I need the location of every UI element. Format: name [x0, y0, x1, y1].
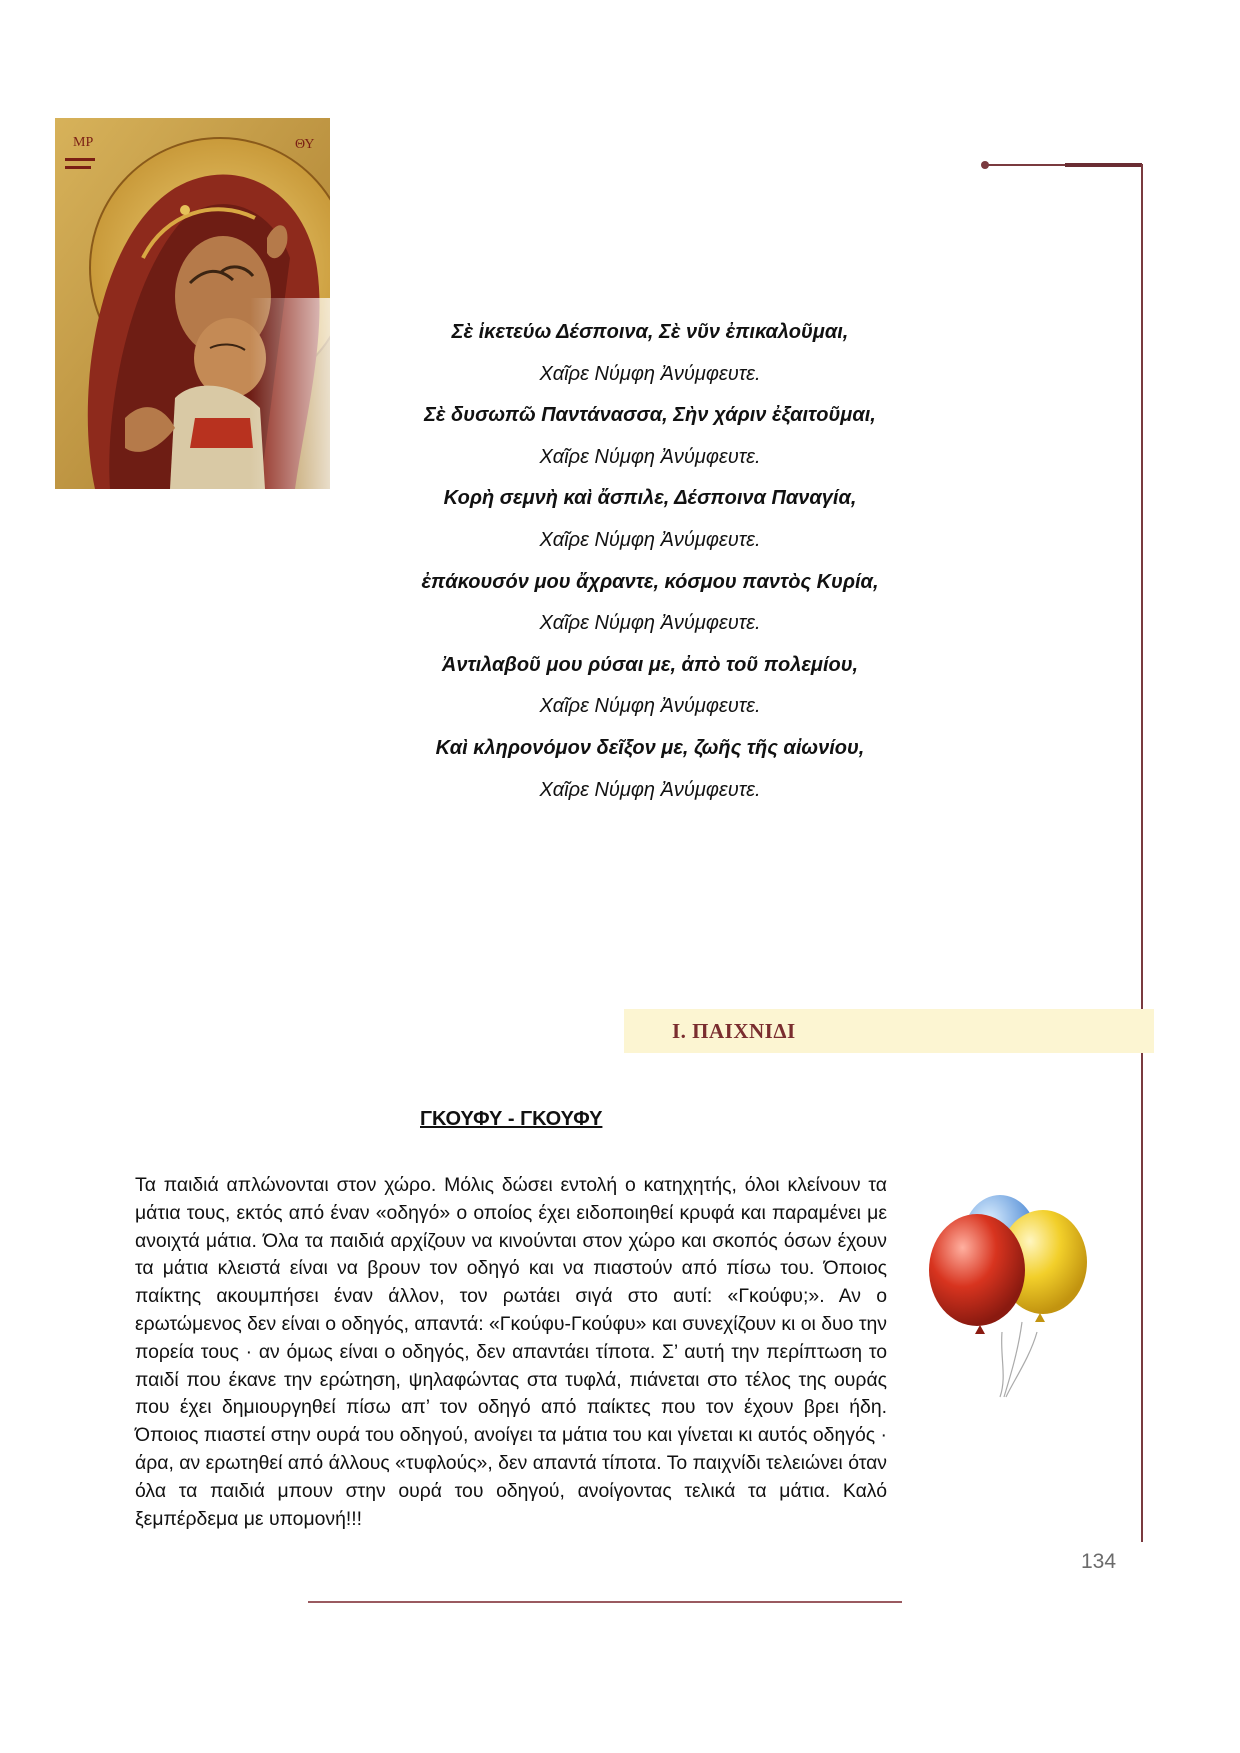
virgin-mary-icon-image — [55, 118, 330, 489]
hymn-refrain: Χαῖρε Νύμφη Ἀνύμφευτε. — [539, 362, 761, 385]
hymn-refrain: Χαῖρε Νύμφη Ἀνύμφευτε. — [539, 778, 761, 801]
hymn-line: ἐπάκουσόν μου ἄχραντε, κόσμου παντὸς Κυρία, — [421, 570, 879, 593]
decorative-vertical-rule — [1141, 164, 1143, 1542]
hymn-line: Ἀντιλαβοῦ μου ρύσαι με, ἀπὸ τοῦ πολεμίου, — [441, 653, 859, 676]
hymn-line: Καὶ κληρονόμον δεῖξον με, ζωῆς τῆς αἰωνίου, — [435, 736, 865, 759]
game-description — [135, 1172, 887, 1533]
balloons-icon — [922, 1192, 1102, 1402]
svg-text:ΘΥ: ΘΥ — [295, 137, 315, 152]
game-title: ΓΚΟΥΦΥ - ΓΚΟΥΦΥ — [420, 1108, 603, 1130]
svg-text:MP: MP — [73, 135, 94, 150]
hymn-line: Σὲ δυσωπῶ Παντάνασσα, Σὴν χάριν ἐξαιτοῦμαι, — [424, 404, 876, 427]
section-title: Ι. ΠΑΙΧΝΙΔΙ — [672, 1019, 796, 1043]
page-number: 134 — [1081, 1550, 1117, 1573]
decorative-top-rule-thick — [1065, 163, 1142, 167]
hymn-refrain: Χαῖρε Νύμφη Ἀνύμφευτε. — [539, 445, 761, 468]
hymn-refrain: Χαῖρε Νύμφη Ἀνύμφευτε. — [539, 695, 761, 718]
hymn-refrain: Χαῖρε Νύμφη Ἀνύμφευτε. — [539, 612, 761, 635]
hymn-line: Σὲ ἱκετεύω Δέσποινα, Σὲ νῦν ἐπικαλοῦμαι, — [451, 321, 849, 343]
hymn-line: Κορὴ σεμνὴ καὶ ἄσπιλε, Δέσποινα Παναγία, — [443, 487, 857, 510]
hymn-refrain: Χαῖρε Νύμφη Ἀνύμφευτε. — [539, 528, 761, 551]
bottom-rule — [308, 1601, 902, 1603]
hymn-verses — [380, 312, 920, 811]
game-description-paragraph: Τα παιδιά απλώνονται στον χώρο. Μόλις δώσει εντολή ο κατηχητής, όλοι κλείνουν τα μάτια τους, εκτός από έναν «οδηγό» ο οποίος έχει ειδοποιηθεί κρυφά και παραμένει με ανοιχτά μάτια. Όλα τα παιδιά αρχίζουν να κινούνται στον χώρο και σκοπός όσων έχουν τα μάτια κλειστά είναι να βρουν τον οδηγό και να πιαστούν από πίσω του. Όποιος παίκτης ακουμπήσει έναν άλλον, τον ρωτάει σιγά στο αυτί: «Γκούφυ;». Αν ο ερωτώμενος δεν είναι ο οδηγός, απαντά: «Γκούφυ-Γκούφυ» και συνεχίζουν κι οι δυο την πορεία τους · αν όμως είναι ο οδηγός, δεν απαντάει τίποτα. Σ’ αυτή την περίπτωση το παιδί που έκανε την ερώτηση, ψηλαφώντας στα τυφλά, πιάνεται στο τέλος της ουράς που έχει δημιουργηθεί πίσω απ’ τον οδηγό από παίκτες που τον έχουν βρει ήδη. Όποιος πιαστεί στην ουρά του οδηγού, ανοίγει τα μάτια του και γίνεται κι αυτός οδηγός · άρα, αν ερωτηθεί από άλλους «τυφλούς», δεν απαντά τίποτα. Το παιχνίδι τελειώνει όταν όλα τα παιδιά μπουν στην ουρά του οδηγού, ανοίγοντας τελικά τα μάτια. Καλό ξεμπέρδεμα με υπομονή!!! — [135, 1174, 887, 1530]
